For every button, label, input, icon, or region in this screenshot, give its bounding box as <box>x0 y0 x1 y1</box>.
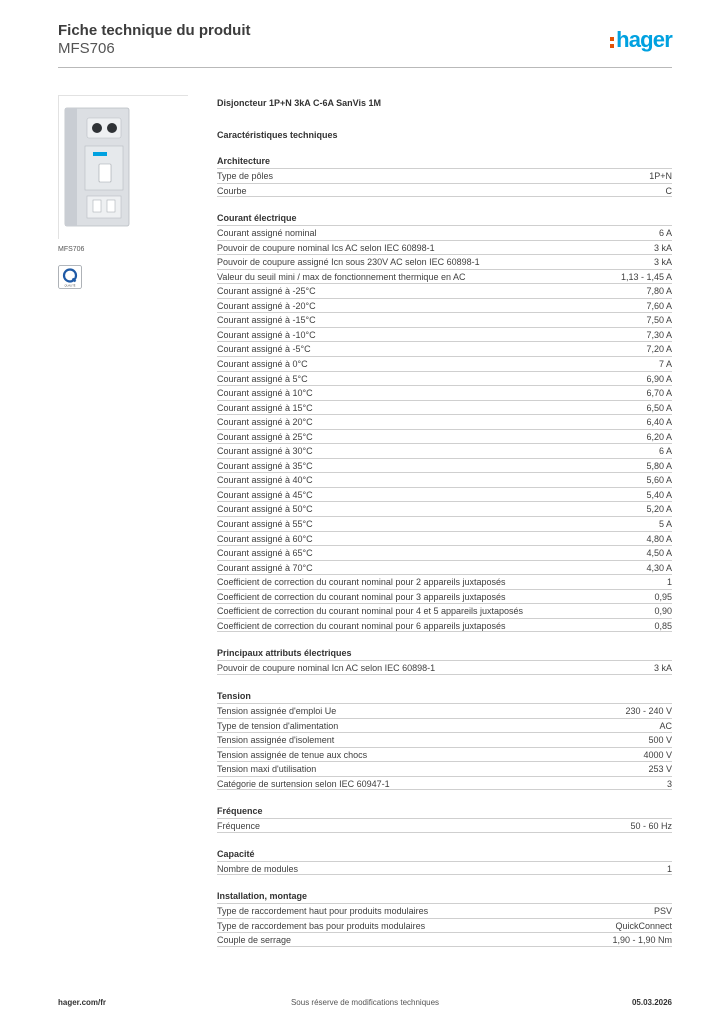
image-caption: MFS706 <box>58 246 85 253</box>
spec-value: C <box>665 185 672 196</box>
spec-value: 4000 V <box>643 749 672 760</box>
spec-value: 1P+N <box>649 171 672 181</box>
document-title: Fiche technique du produit <box>58 22 251 39</box>
spec-value: 7,20 A <box>646 344 672 355</box>
spec-row <box>217 660 672 675</box>
spec-value: 6,50 A <box>646 402 672 413</box>
spec-label: Type de raccordement bas pour produits modulaires <box>217 920 426 931</box>
spec-row <box>217 429 672 444</box>
spec-row <box>217 472 672 487</box>
spec-value: 6 A <box>658 228 672 239</box>
spec-value: 1 <box>666 577 672 588</box>
spec-row <box>217 356 672 371</box>
spec-value: 1,90 - 1,90 Nm <box>612 935 672 946</box>
spec-value: 6 A <box>658 446 672 457</box>
spec-row <box>217 818 672 833</box>
spec-label: Courant assigné à -5°C <box>217 344 311 355</box>
spec-row <box>217 254 672 269</box>
product-visual-column <box>58 95 188 289</box>
spec-label: Courant assigné à -25°C <box>217 286 316 297</box>
spec-row <box>217 531 672 546</box>
spec-label: Type de raccordement haut pour produits modulaires <box>217 906 429 917</box>
spec-row <box>217 341 672 356</box>
spec-value: 0,95 <box>654 591 672 602</box>
spec-label: Courant assigné à -15°C <box>217 315 316 326</box>
spec-value: 253 V <box>648 764 672 775</box>
spec-label: Pouvoir de coupure nominal Ics AC selon IEC 60898-1 <box>217 242 435 253</box>
spec-row <box>217 903 672 918</box>
spec-value: PSV <box>653 906 672 917</box>
spec-label: Courant assigné à 15°C <box>217 402 313 413</box>
spec-row <box>217 560 672 575</box>
spec-label: Pouvoir de coupure nominal Icn AC selon IEC 60898-1 <box>217 663 436 674</box>
spec-label: Courant assigné à 30°C <box>217 446 313 457</box>
spec-value: 3 kA <box>653 257 672 268</box>
spec-label: Courant assigné à 45°C <box>217 489 313 500</box>
spec-value: 4,80 A <box>646 533 672 544</box>
spec-value: 3 kA <box>653 242 672 253</box>
spec-row <box>217 918 672 933</box>
spec-value: 4,30 A <box>646 562 672 573</box>
spec-value: 7,50 A <box>646 315 672 326</box>
spec-row <box>217 545 672 560</box>
product-image <box>58 95 188 239</box>
spec-label: Courant assigné à 70°C <box>217 562 313 573</box>
spec-row <box>217 183 672 198</box>
spec-row <box>217 283 672 298</box>
section-title: Tension <box>217 690 251 701</box>
circuit-breaker-icon <box>59 96 189 240</box>
spec-row <box>217 400 672 415</box>
spec-row <box>217 732 672 747</box>
spec-row <box>217 414 672 429</box>
spec-value: 3 <box>666 778 672 789</box>
spec-row <box>217 443 672 458</box>
spec-label: Tension assignée de tenue aux chocs <box>217 749 368 760</box>
spec-value: AC <box>659 720 672 731</box>
section-title: Capacité <box>217 848 255 859</box>
spec-value: 230 - 240 V <box>625 705 672 716</box>
spec-row <box>217 861 672 876</box>
spec-label: Coefficient de correction du courant nominal pour 2 appareils juxtaposés <box>217 577 506 588</box>
section-title: Fréquence <box>217 806 263 817</box>
spec-row <box>217 269 672 284</box>
spec-row <box>217 718 672 733</box>
spec-row <box>217 312 672 327</box>
spec-row <box>217 327 672 342</box>
spec-row <box>217 776 672 791</box>
spec-label: Courant assigné à -10°C <box>217 329 316 340</box>
spec-value: 5,80 A <box>646 460 672 471</box>
spec-label: Fréquence <box>217 821 261 832</box>
spec-label: Coefficient de correction du courant nominal pour 6 appareils juxtaposés <box>217 620 506 631</box>
spec-row <box>217 225 672 240</box>
spec-label: Catégorie de surtension selon IEC 60947-1 <box>217 778 390 789</box>
quality-label: QUALITÉ <box>64 284 76 288</box>
spec-value: 0,85 <box>654 620 672 631</box>
spec-row <box>217 501 672 516</box>
product-name: Disjoncteur 1P+N 3kA C-6A SanVis 1M <box>217 98 381 108</box>
spec-value: 0,90 <box>654 606 672 617</box>
spec-label: Courant assigné à -20°C <box>217 300 316 311</box>
spec-label: Coefficient de correction du courant nominal pour 4 et 5 appareils juxtaposés <box>217 606 524 617</box>
spec-value: 4,50 A <box>646 548 672 559</box>
spec-row <box>217 298 672 313</box>
spec-row <box>217 385 672 400</box>
spec-label: Type de pôles <box>217 171 274 181</box>
spec-row <box>217 458 672 473</box>
spec-label: Type de tension d'alimentation <box>217 720 339 731</box>
spec-label: Tension maxi d'utilisation <box>217 764 317 775</box>
section-title: Courant électrique <box>217 213 297 224</box>
spec-value: 1 <box>666 863 672 874</box>
spec-row <box>217 747 672 762</box>
spec-value: 6,90 A <box>646 373 672 384</box>
spec-label: Courant assigné à 0°C <box>217 359 308 370</box>
spec-label: Courant assigné à 55°C <box>217 519 313 530</box>
datasheet-content <box>217 97 672 947</box>
spec-value: 5 A <box>658 519 672 530</box>
spec-section <box>217 805 672 833</box>
spec-label: Courant assigné nominal <box>217 228 317 239</box>
spec-label: Courant assigné à 10°C <box>217 388 313 399</box>
spec-row <box>217 574 672 589</box>
spec-label: Valeur du seuil mini / max de fonctionnement thermique en AC <box>217 271 466 282</box>
spec-section <box>217 647 672 675</box>
spec-value: 6,20 A <box>646 431 672 442</box>
spec-row <box>217 487 672 502</box>
spec-value: 6,40 A <box>646 417 672 428</box>
spec-row <box>217 603 672 618</box>
spec-sections <box>217 155 672 947</box>
spec-label: Courant assigné à 35°C <box>217 460 313 471</box>
spec-value: 5,20 A <box>646 504 672 515</box>
spec-value: 5,40 A <box>646 489 672 500</box>
spec-row <box>217 703 672 718</box>
spec-section <box>217 690 672 790</box>
footer-date: 05.03.2026 <box>631 998 672 1007</box>
spec-value: 7,30 A <box>646 329 672 340</box>
spec-value: 7,80 A <box>646 286 672 297</box>
logo-dots-icon <box>610 37 614 48</box>
spec-row <box>217 932 672 947</box>
spec-table <box>217 660 672 675</box>
spec-section <box>217 848 672 876</box>
spec-row <box>217 516 672 531</box>
section-title: Installation, montage <box>217 891 308 902</box>
spec-section <box>217 890 672 947</box>
spec-value: 3 kA <box>653 663 672 674</box>
footer-disclaimer: Sous réserve de modifications techniques <box>290 998 440 1007</box>
footer-website-link[interactable]: hager.com/fr <box>58 998 107 1007</box>
spec-label: Courbe <box>217 185 247 196</box>
spec-table <box>217 903 672 947</box>
spec-table <box>217 818 672 833</box>
spec-section <box>217 155 672 197</box>
spec-value: 50 - 60 Hz <box>630 821 672 832</box>
spec-label: Courant assigné à 65°C <box>217 548 313 559</box>
spec-value: 5,60 A <box>646 475 672 486</box>
spec-row <box>217 168 672 183</box>
spec-value: 7 A <box>658 359 672 370</box>
spec-row <box>217 371 672 386</box>
section-title: Principaux attributs électriques <box>217 648 352 659</box>
spec-label: Couple de serrage <box>217 935 292 946</box>
spec-row <box>217 618 672 633</box>
tech-characteristics-heading: Caractéristiques techniques <box>217 130 338 140</box>
spec-label: Courant assigné à 20°C <box>217 417 313 428</box>
logo-text: hager <box>616 27 672 52</box>
page-header <box>58 22 672 68</box>
spec-table <box>217 703 672 790</box>
spec-row <box>217 589 672 604</box>
spec-label: Courant assigné à 5°C <box>217 373 308 384</box>
spec-section <box>217 212 672 632</box>
spec-label: Tension assignée d'isolement <box>217 735 335 746</box>
spec-table <box>217 861 672 876</box>
spec-table <box>217 225 672 632</box>
spec-label: Courant assigné à 50°C <box>217 504 313 515</box>
spec-value: QuickConnect <box>615 920 672 931</box>
hager-logo <box>610 28 672 52</box>
spec-label: Courant assigné à 60°C <box>217 533 313 544</box>
spec-value: 6,70 A <box>646 388 672 399</box>
spec-label: Pouvoir de coupure assigné Icn sous 230V AC selon IEC 60898-1 <box>217 257 480 268</box>
spec-label: Courant assigné à 40°C <box>217 475 313 486</box>
spec-row <box>217 761 672 776</box>
product-reference: MFS706 <box>58 40 115 57</box>
spec-row <box>217 240 672 255</box>
spec-table <box>217 168 672 197</box>
spec-label: Nombre de modules <box>217 863 299 874</box>
quality-certification-icon <box>58 265 82 289</box>
spec-value: 1,13 - 1,45 A <box>620 271 672 282</box>
spec-label: Coefficient de correction du courant nominal pour 3 appareils juxtaposés <box>217 591 506 602</box>
spec-value: 7,60 A <box>646 300 672 311</box>
section-title: Architecture <box>217 156 271 166</box>
spec-value: 500 V <box>648 735 672 746</box>
spec-label: Tension assignée d'emploi Ue <box>217 705 337 716</box>
spec-label: Courant assigné à 25°C <box>217 431 313 442</box>
